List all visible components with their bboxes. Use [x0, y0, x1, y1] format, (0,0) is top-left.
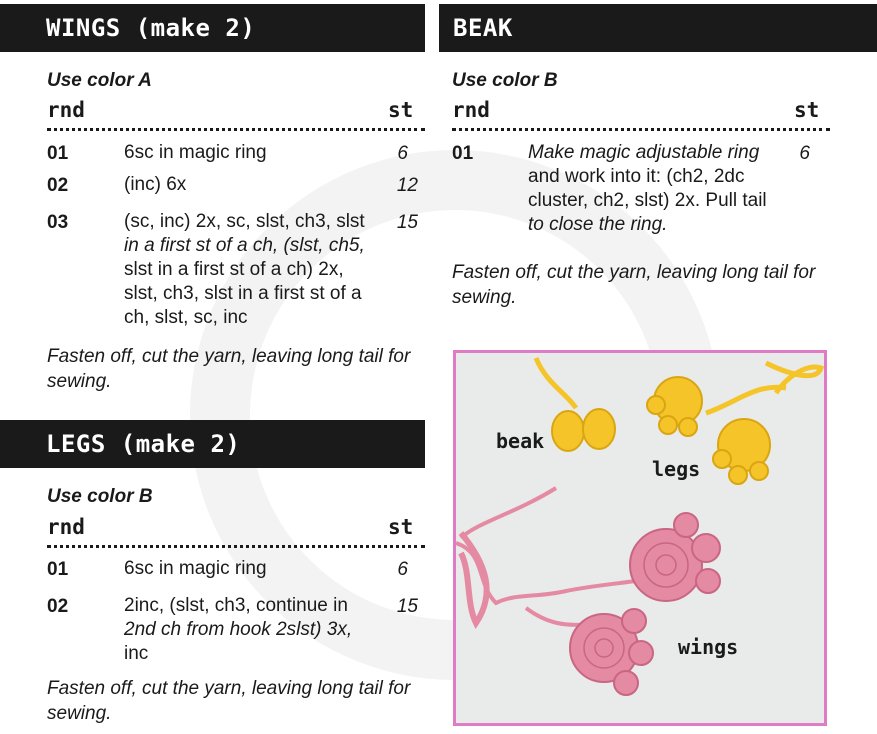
- beak-note: [452, 260, 815, 310]
- legs-row-st: 6: [397, 559, 408, 580]
- legs-row-rnd: 02: [47, 596, 69, 617]
- instruction-line: cluster, ch2, slst) 2x. Pull tail: [528, 190, 767, 211]
- legs-divider: [47, 545, 425, 548]
- legs-rnd-header: rnd: [47, 515, 85, 539]
- legs-row-instruction: [124, 594, 352, 666]
- beak-header: BEAK: [439, 4, 877, 52]
- instruction-line: Make magic adjustable ring: [528, 142, 760, 163]
- beak-st-header: st: [794, 98, 820, 122]
- instruction-line: to close the ring.: [528, 214, 668, 235]
- wings-row-st: 12: [396, 175, 418, 196]
- wings-row-rnd: 03: [47, 212, 69, 233]
- instruction-line: in a first st of a ch, (slst, ch5,: [124, 235, 365, 256]
- instruction-line: slst, ch3, slst in a first st of a: [124, 283, 362, 304]
- wings-color-label: Use color A: [47, 70, 152, 91]
- beak-divider: [452, 128, 830, 131]
- instruction-line: slst in a first st of a ch) 2x,: [124, 259, 344, 280]
- legs-color-label: Use color B: [47, 486, 153, 507]
- wings-header: WINGS (make 2): [0, 4, 425, 52]
- instruction-line: 2nd ch from hook 2slst) 3x,: [124, 619, 353, 640]
- note-line: sewing.: [452, 287, 517, 308]
- beak-color-label: Use color B: [452, 70, 558, 91]
- legs-row-rnd: 01: [47, 559, 69, 580]
- instruction-line: inc: [124, 643, 149, 664]
- beak-piece: [552, 409, 615, 451]
- instruction-line: and work into it: (ch2, 2dc: [528, 166, 745, 187]
- instruction-line: 2inc, (slst, ch3, continue in: [124, 595, 348, 616]
- wings-row-rnd: 02: [47, 175, 69, 196]
- legs-header: LEGS (make 2): [0, 420, 425, 468]
- beak-label: beak: [496, 429, 545, 453]
- legs-note: [47, 676, 410, 726]
- note-line: Fasten off, cut the yarn, leaving long tail for: [47, 678, 411, 699]
- beak-rnd-header: rnd: [452, 98, 490, 122]
- legs-st-header: st: [388, 515, 414, 539]
- wings-row-instruction: (inc) 6x: [124, 174, 187, 195]
- legs-label: legs: [652, 457, 701, 481]
- wings-note: [47, 344, 410, 394]
- note-line: sewing.: [47, 703, 112, 724]
- instruction-line: (sc, inc) 2x, sc, slst, ch3, slst: [124, 211, 365, 232]
- wings-st-header: st: [388, 98, 414, 122]
- instruction-line: ch, slst, sc, inc: [124, 307, 248, 328]
- legs-row-instruction: 6sc in magic ring: [124, 558, 267, 579]
- photo-illustration: [456, 353, 824, 723]
- wings-row-instruction: 6sc in magic ring: [124, 142, 267, 163]
- wings-row-st: 6: [397, 143, 408, 164]
- wings-row-instruction: [124, 210, 365, 330]
- crochet-parts-photo: [453, 350, 827, 726]
- wings-divider: [47, 128, 425, 131]
- wings-row-rnd: 01: [47, 143, 69, 164]
- note-line: Fasten off, cut the yarn, leaving long tail for: [452, 262, 816, 283]
- wings-rnd-header: rnd: [47, 98, 85, 122]
- beak-row-instruction: [528, 141, 767, 237]
- note-line: Fasten off, cut the yarn, leaving long tail for: [47, 346, 411, 367]
- beak-row-rnd: 01: [452, 143, 474, 164]
- wings-piece: [570, 513, 720, 695]
- legs-row-st: 15: [396, 596, 418, 617]
- wings-label: wings: [678, 635, 739, 659]
- beak-row-st: 6: [799, 143, 810, 164]
- note-line: sewing.: [47, 371, 112, 392]
- wings-row-st: 15: [396, 212, 418, 233]
